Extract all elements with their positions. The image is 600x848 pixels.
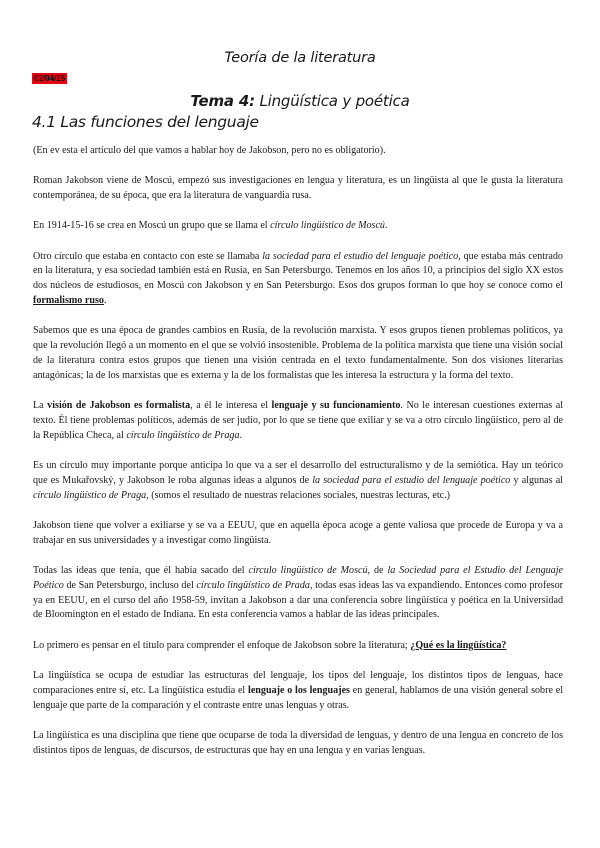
text: y algunas al: [510, 474, 563, 486]
text: .: [103, 295, 107, 307]
text: Lo primero es pensar en el título para comprender el enfoque de Jakobson sobre la literatura;: [33, 639, 411, 651]
underlined-term: formalismo ruso: [33, 295, 104, 307]
paragraph-6: [33, 399, 563, 443]
text: de San Petersburgo, incluso del: [63, 579, 197, 591]
bold-term: lenguaje y su funcionamiento: [271, 400, 401, 412]
text: Todas las ideas que tenía, que él había sacado del: [33, 564, 249, 576]
paragraph-8: Jakobson tiene que volver a exiliarse y se va a EEUU, que en aquella época acoge a gente valiosa que procede de Europa y va a trabajar en sus universidades y a investigar como lingüista.: [33, 519, 563, 546]
topic-name: Lingüística y poética: [254, 92, 410, 110]
paragraph-7: [33, 459, 563, 503]
italic-term: círculo lingüístico de Moscú: [270, 220, 385, 232]
document-title: Teoría de la literatura: [224, 50, 376, 66]
date-highlight: 02/04/25: [34, 74, 66, 83]
text: .: [384, 220, 388, 232]
bold-term: visión de Jakobson es formalista: [47, 400, 191, 412]
paragraph-2: Roman Jakobson viene de Moscú, empezó sus investigaciones en lengua y literatura, es un lingüista al que le gusta la literatura contemporánea, de su época, que era la literatura de vanguardia rusa.: [33, 175, 563, 202]
text: Es un círculo muy importante porque anticipa lo que va a ser el desarrollo del estructuralismo y de la semiótica. Hay un teórico que es Mukařovský, y Jakobson le roba algunas ideas a algunos de: [33, 459, 563, 486]
text: , que estaba más centrado en la literatura, y esa sociedad también está en Rusia, en San Petersburgo. Tenemos en los años 10, a principios del siglo XX estos dos núcleos de estudiosos, en Moscú con Jakobson y en San Petersburgo. Esos dos grupos forman lo que hoy se conoce como el: [33, 250, 563, 292]
section-heading: 4.1 Las funciones del lenguaje: [32, 113, 259, 131]
topic-heading: [0, 92, 600, 110]
italic-term: la Sociedad para el Estudio del Lenguaje Poético: [33, 564, 564, 591]
italic-term: círculo lingüístico de Prada: [196, 579, 310, 591]
document-body: [33, 144, 563, 774]
italic-term: círculo lingüístico de Praga: [126, 429, 240, 441]
italic-term: la sociedad para el estudio del lenguaje poético: [262, 250, 459, 262]
text: en general, hablamos de una visión general sobre el lenguaje que parte de la comparación y el contraste entre unas lenguas y otras.: [33, 684, 563, 711]
underlined-question: ¿Qué es la lingüística?: [410, 639, 507, 651]
italic-term: la sociedad para el estudio del lenguaje poético: [312, 474, 511, 486]
text: Otro círculo que estaba en contacto con este se llamaba: [33, 250, 263, 262]
text: , todas esas ideas las va expandiendo. Entonces como profesor ya en EEUU, en el curso del año 1958-59, invitan a Jakobson a dar una conferencia sobre lingüística y poética en la Universidad de Bloomington en el estado de Indiana. En esta conferencia vamos a hablar de las ideas principales.: [33, 579, 564, 621]
paragraph-4: [33, 250, 563, 309]
text: . No le interesan cuestiones externas al texto. Él tiene problemas políticos, además de ser judío, por lo que se tiene que exiliar y se va a otro círculo lingüístico, pero al de la República Checa, al: [33, 400, 564, 441]
bold-term: lenguaje o los lenguajes: [248, 684, 350, 696]
text: , de: [367, 564, 388, 576]
paragraph-1: (En ev esta el artículo del que vamos a hablar hoy de Jakobson, pero no es obligatorio).: [33, 145, 386, 156]
text: , a él le interesa el: [190, 400, 272, 412]
text: La: [33, 400, 48, 412]
paragraph-3: [33, 219, 563, 234]
topic-label: Tema 4:: [190, 92, 255, 110]
text: .: [239, 429, 243, 441]
italic-term: círculo lingüístico de Moscú: [248, 564, 368, 576]
paragraph-11: [33, 669, 563, 713]
text: En 1914-15-16 se crea en Moscú un grupo que se llama el: [33, 220, 271, 232]
italic-term: círculo lingüístico de Praga: [33, 489, 147, 501]
paragraph-9: [33, 564, 563, 623]
paragraph-12: La lingüística es una disciplina que tiene que ocuparse de toda la diversidad de lenguas, y dentro de una lengua en concreto de los distintos tipos de lenguas, de discursos, de estructuras que hay en una lengua y en varias lenguas.: [33, 729, 563, 756]
paragraph-5: Sabemos que es una época de grandes cambios en Rusia, de la revolución marxista. Y esos grupos tienen problemas políticos, ya que la revolución llegó a un momento en el que se volvió insostenible. Problema de la política marxista que tiene una visión social de la literatura contra estos grupos que tienen una visión centrada en el texto fundamentalmente. Son dos visiones literarias antagónicas; la de los marxistas que es externa y la de los formalistas que les interesa la estructura y la forma del texto.: [33, 325, 563, 381]
text: , (somos el resultado de nuestras relaciones sociales, nuestras lecturas, etc.): [146, 489, 450, 501]
paragraph-10: [33, 639, 563, 654]
text: La lingüística se ocupa de estudiar las estructuras del lenguaje, los tipos del lenguaje, los distintos tipos de lenguas, hace comparaciones entre sí, etc. La lingüística estudia el: [33, 669, 563, 696]
